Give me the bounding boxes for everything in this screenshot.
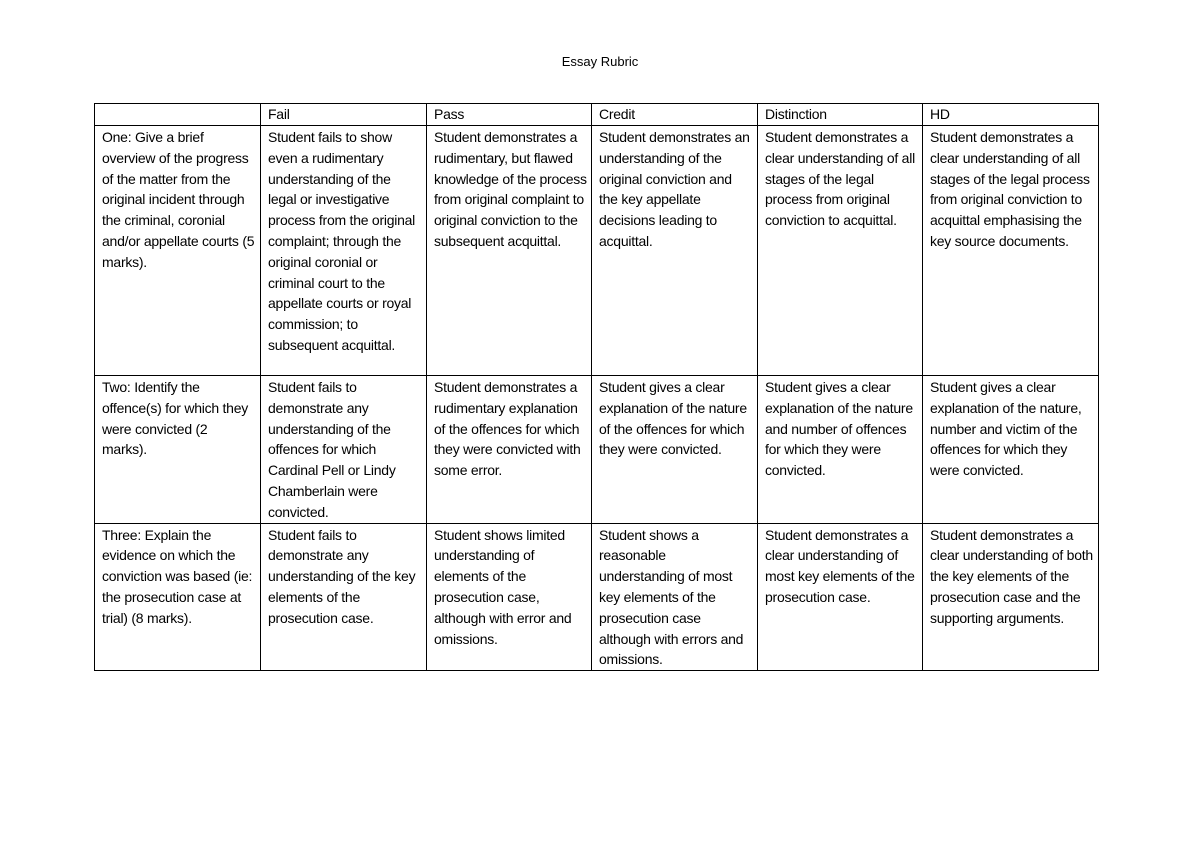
- header-cell-distinction: Distinction: [758, 104, 923, 126]
- distinction-cell: Student gives a clear explanation of the nature and number of offences for which they were convicted.: [758, 376, 923, 524]
- credit-cell: Student demonstrates an understanding of the original conviction and the key appellate decisions leading to acquittal.: [592, 126, 758, 376]
- credit-cell: Student gives a clear explanation of the nature of the offences for which they were convicted.: [592, 376, 758, 524]
- hd-cell: Student gives a clear explanation of the nature, number and victim of the offences for which they were convicted.: [923, 376, 1099, 524]
- header-cell-pass: Pass: [427, 104, 592, 126]
- table-header-row: [95, 104, 1099, 126]
- header-cell-fail: Fail: [261, 104, 427, 126]
- distinction-cell: Student demonstrates a clear understanding of all stages of the legal process from original conviction to acquittal.: [758, 126, 923, 376]
- fail-cell: Student fails to demonstrate any understanding of the key elements of the prosecution case.: [261, 523, 427, 671]
- table-row: [95, 126, 1099, 376]
- fail-cell: Student fails to demonstrate any understanding of the offences for which Cardinal Pell or Lindy Chamberlain were convicted.: [261, 376, 427, 524]
- pass-cell: Student demonstrates a rudimentary, but flawed knowledge of the process from original complaint to original conviction to the subsequent acquittal.: [427, 126, 592, 376]
- table-row: [95, 376, 1099, 524]
- page-title: Essay Rubric: [561, 54, 639, 69]
- hd-cell: Student demonstrates a clear understanding of both the key elements of the prosecution case and the supporting arguments.: [923, 523, 1099, 671]
- criterion-cell: Two: Identify the offence(s) for which they were convicted (2 marks).: [95, 376, 261, 524]
- header-cell-hd: HD: [923, 104, 1099, 126]
- pass-cell: Student demonstrates a rudimentary explanation of the offences for which they were convicted with some error.: [427, 376, 592, 524]
- table-row: [95, 523, 1099, 671]
- fail-cell: Student fails to show even a rudimentary understanding of the legal or investigative process from the original complaint; through the original coronial or criminal court to the appellate courts or royal commission; to subsequent acquittal.: [261, 126, 427, 376]
- distinction-cell: Student demonstrates a clear understanding of most key elements of the prosecution case.: [758, 523, 923, 671]
- rubric-table: [94, 103, 1099, 671]
- credit-cell: Student shows a reasonable understanding of most key elements of the prosecution case although with errors and omissions.: [592, 523, 758, 671]
- hd-cell: Student demonstrates a clear understanding of all stages of the legal process from original conviction to acquittal emphasising the key source documents.: [923, 126, 1099, 376]
- header-cell-credit: Credit: [592, 104, 758, 126]
- criterion-cell: Three: Explain the evidence on which the conviction was based (ie: the prosecution case at trial) (8 marks).: [95, 523, 261, 671]
- pass-cell: Student shows limited understanding of elements of the prosecution case, although with error and omissions.: [427, 523, 592, 671]
- criterion-cell: One: Give a brief overview of the progress of the matter from the original incident through the criminal, coronial and/or appellate courts (5 marks).: [95, 126, 261, 376]
- header-cell-blank: [95, 104, 261, 126]
